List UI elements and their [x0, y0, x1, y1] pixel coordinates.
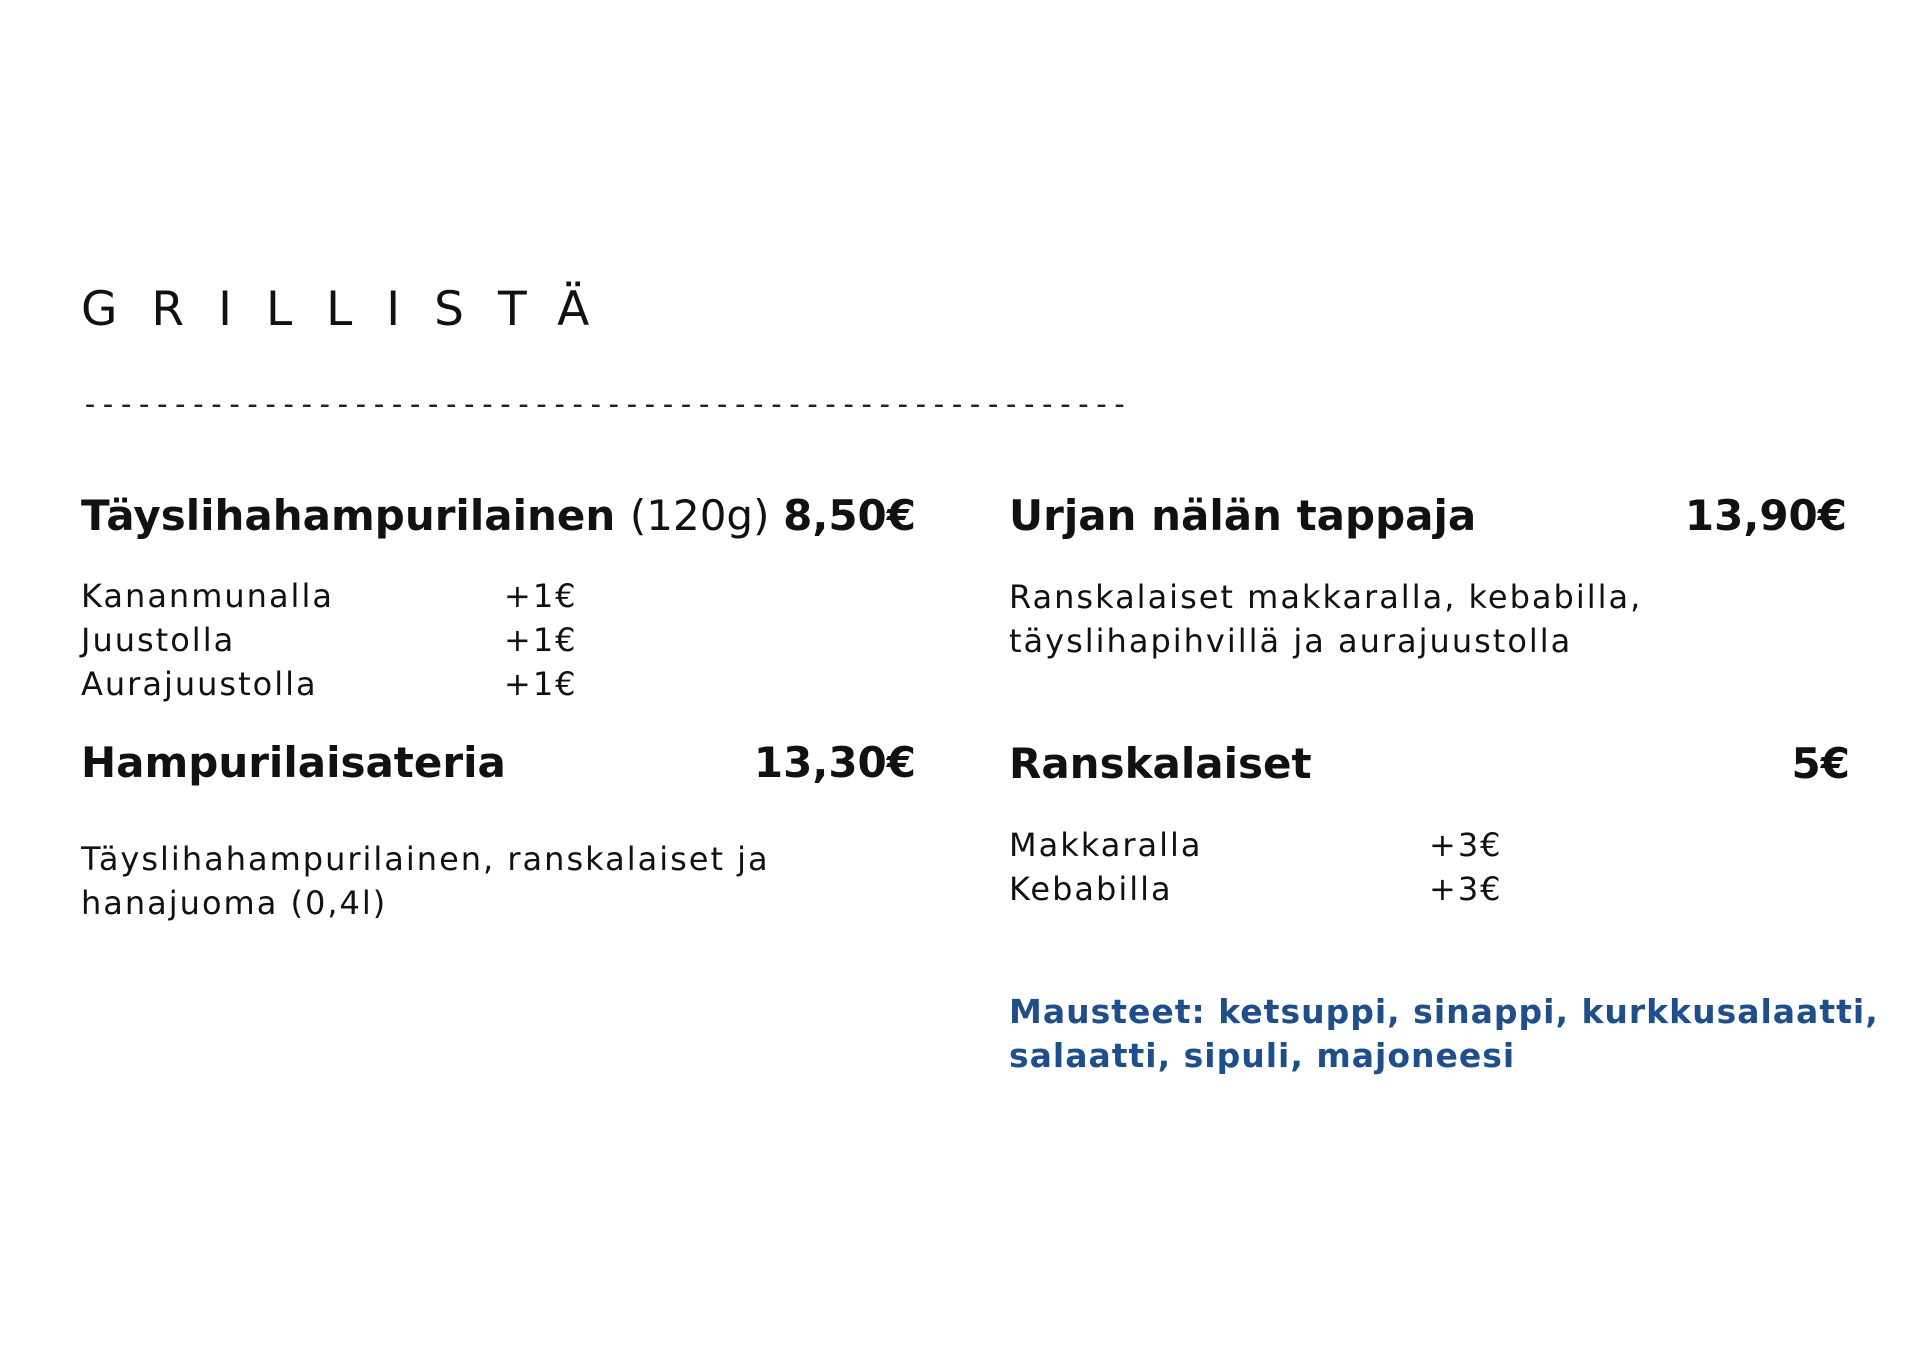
description-line: täyslihapihvillä ja aurajuustolla [1009, 622, 1573, 660]
description-line: hanajuoma (0,4l) [81, 884, 388, 922]
extra-label: Kananmunalla [81, 577, 334, 615]
item-price: 13,90€ [1684, 491, 1847, 540]
item-name: Täyslihahampurilainen (120g) [81, 491, 770, 540]
section-title: GRILLISTÄ [81, 282, 624, 337]
divider: ---------------------------------------------------------- [81, 387, 1129, 422]
item-name: Ranskalaiset [1009, 739, 1312, 788]
extra-label: Juustolla [81, 621, 236, 659]
item-price: 5€ [1791, 739, 1850, 788]
spices-line: salaatti, sipuli, majoneesi [1009, 1036, 1516, 1075]
description-line: Ranskalaiset makkaralla, kebabilla, [1009, 578, 1643, 616]
urja-description [1009, 575, 1847, 663]
list-item [81, 574, 581, 618]
item-name: Hampurilaisateria [81, 738, 506, 787]
item-price: 8,50€ [783, 491, 916, 540]
menu-item-urja [1009, 491, 1847, 540]
extra-price: +1€ [504, 665, 578, 703]
list-item [1009, 867, 1509, 911]
spices-note [1009, 990, 1889, 1078]
description-line: Täyslihahampurilainen, ranskalaiset ja [81, 840, 770, 878]
burger-extras-list [81, 574, 581, 706]
menu-item-burger-meal [81, 738, 916, 787]
list-item [1009, 823, 1509, 867]
extra-price: +1€ [504, 621, 578, 659]
extra-price: +3€ [1429, 826, 1503, 864]
extra-price: +3€ [1429, 870, 1503, 908]
burger-meal-description [81, 837, 901, 925]
fries-extras-list [1009, 823, 1509, 911]
menu-item-fries [1009, 739, 1850, 788]
spices-line: Mausteet: ketsuppi, sinappi, kurkkusalaatti, [1009, 992, 1879, 1031]
list-item [81, 618, 581, 662]
menu-item-burger [81, 491, 916, 540]
item-weight: (120g) [629, 491, 770, 540]
item-name: Urjan nälän tappaja [1009, 491, 1477, 540]
extra-price: +1€ [504, 577, 578, 615]
extra-label: Aurajuustolla [81, 665, 318, 703]
extra-label: Kebabilla [1009, 870, 1173, 908]
extra-label: Makkaralla [1009, 826, 1203, 864]
item-price: 13,30€ [753, 738, 916, 787]
list-item [81, 662, 581, 706]
